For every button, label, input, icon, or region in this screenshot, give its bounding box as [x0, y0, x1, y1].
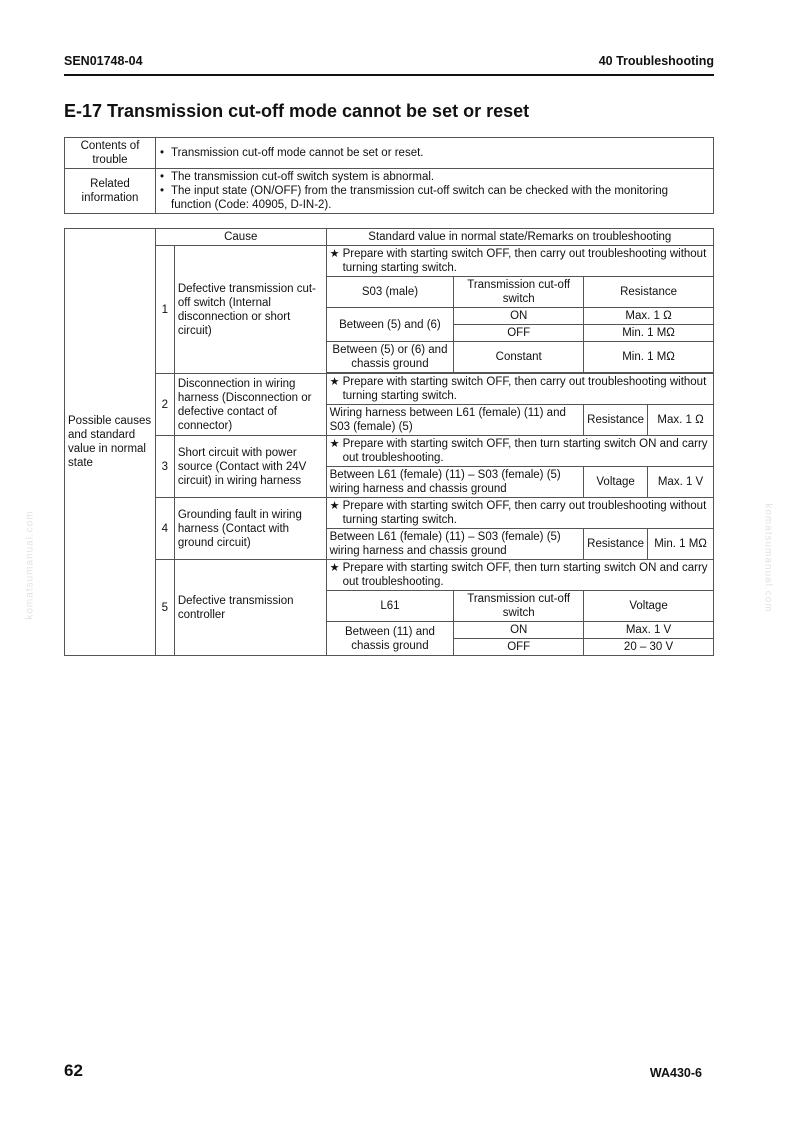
cause-5-between: Between (11) and chassis ground — [326, 622, 454, 656]
cause-1-on: ON — [454, 308, 584, 325]
cause-1-constant: Constant — [454, 342, 584, 373]
table-header-row — [65, 229, 714, 246]
cause-3-number: 3 — [155, 436, 174, 498]
cause-1-head-switch: Transmission cut-off switch — [454, 277, 584, 308]
related-item: • The transmission cut-off switch system is abnormal. — [159, 170, 710, 184]
cause-1-ground-value: Min. 1 MΩ — [584, 342, 714, 373]
cause-2-note: ★ Prepare with starting switch OFF, then carry out troubleshooting without turning starting switch. — [330, 375, 710, 403]
cause-header: Cause — [155, 229, 326, 246]
cause-2-note-row — [65, 374, 714, 405]
model-name: WA430-6 — [649, 1066, 702, 1080]
cause-4-value: Min. 1 MΩ — [648, 529, 714, 560]
standard-header: Standard value in normal state/Remarks on troubleshooting — [326, 229, 713, 246]
cause-4-harness: Between L61 (female) (11) – S03 (female) (5) wiring harness and chassis ground — [326, 529, 584, 560]
watermark-left: komatsumanual.com — [24, 510, 36, 620]
cause-5-note-row — [65, 560, 714, 591]
cause-5-head-item: Voltage — [584, 591, 714, 622]
related-row — [65, 169, 714, 214]
cause-5-on: ON — [454, 622, 584, 639]
cause-3-note-row — [65, 436, 714, 467]
info-table — [64, 137, 714, 214]
cause-3-value: Max. 1 V — [648, 467, 714, 498]
contents-item: • Transmission cut-off mode cannot be set or reset. — [159, 146, 710, 160]
cause-4-text: Grounding fault in wiring harness (Contact with ground circuit) — [174, 498, 326, 560]
cause-5-number: 5 — [155, 560, 174, 656]
cause-4-number: 4 — [155, 498, 174, 560]
watermark-right: komatsumanual.com — [762, 503, 774, 613]
cause-3-item: Voltage — [584, 467, 648, 498]
troubleshooting-table — [64, 228, 714, 656]
related-label: Related information — [65, 169, 156, 214]
cause-1-off: OFF — [454, 325, 584, 342]
cause-1-between: Between (5) and (6) — [326, 308, 454, 342]
page-title: E-17 Transmission cut-off mode cannot be set or reset — [64, 101, 530, 121]
cause-1-head-item: Resistance — [584, 277, 714, 308]
cause-2-item: Resistance — [584, 405, 648, 436]
cause-2-text: Disconnection in wiring harness (Disconnection or defective contact of connector) — [174, 374, 326, 436]
cause-1-note-row — [65, 246, 714, 277]
cause-1-on-value: Max. 1 Ω — [584, 308, 714, 325]
cause-5-note: ★ Prepare with starting switch OFF, then turn starting switch ON and carry out troubleshooting. — [330, 561, 710, 589]
page-number: 62 — [64, 1061, 83, 1080]
cause-3-harness: Between L61 (female) (11) – S03 (female) (5) wiring harness and chassis ground — [326, 467, 584, 498]
page-header — [64, 54, 714, 76]
cause-1-number: 1 — [155, 246, 174, 374]
document-id: SEN01748-04 — [64, 54, 143, 68]
cause-1-text: Defective transmission cut-off switch (Internal disconnection or short circuit) — [174, 246, 326, 374]
cause-1-head-connector: S03 (male) — [326, 277, 454, 308]
contents-cell — [156, 138, 714, 169]
section-title: 40 Troubleshooting — [598, 54, 714, 68]
side-label: Possible causes and standard value in normal state — [65, 229, 156, 656]
related-item: • The input state (ON/OFF) from the transmission cut-off switch can be checked with the monitoring function (Code: 40905, D-IN-2). — [159, 184, 710, 212]
cause-1-note: ★ Prepare with starting switch OFF, then carry out troubleshooting without turning starting switch. — [330, 247, 710, 275]
cause-1-off-value: Min. 1 MΩ — [584, 325, 714, 342]
cause-5-off-value: 20 – 30 V — [584, 639, 714, 656]
cause-2-value: Max. 1 Ω — [648, 405, 714, 436]
cause-2-harness: Wiring harness between L61 (female) (11) and S03 (female) (5) — [326, 405, 584, 436]
cause-5-on-value: Max. 1 V — [584, 622, 714, 639]
contents-label: Contents of trouble — [65, 138, 156, 169]
cause-5-head-switch: Transmission cut-off switch — [454, 591, 584, 622]
related-cell — [156, 169, 714, 214]
cause-2-number: 2 — [155, 374, 174, 436]
cause-4-note: ★ Prepare with starting switch OFF, then carry out troubleshooting without turning starting switch. — [330, 499, 710, 527]
cause-4-item: Resistance — [584, 529, 648, 560]
cause-1-ground: Between (5) or (6) and chassis ground — [326, 342, 454, 373]
cause-4-note-row — [65, 498, 714, 529]
cause-5-text: Defective transmission controller — [174, 560, 326, 656]
cause-5-head-connector: L61 — [326, 591, 454, 622]
cause-5-off: OFF — [454, 639, 584, 656]
cause-3-note: ★ Prepare with starting switch OFF, then turn starting switch ON and carry out troubleshooting. — [330, 437, 710, 465]
cause-3-text: Short circuit with power source (Contact with 24V circuit) in wiring harness — [174, 436, 326, 498]
contents-row — [65, 138, 714, 169]
